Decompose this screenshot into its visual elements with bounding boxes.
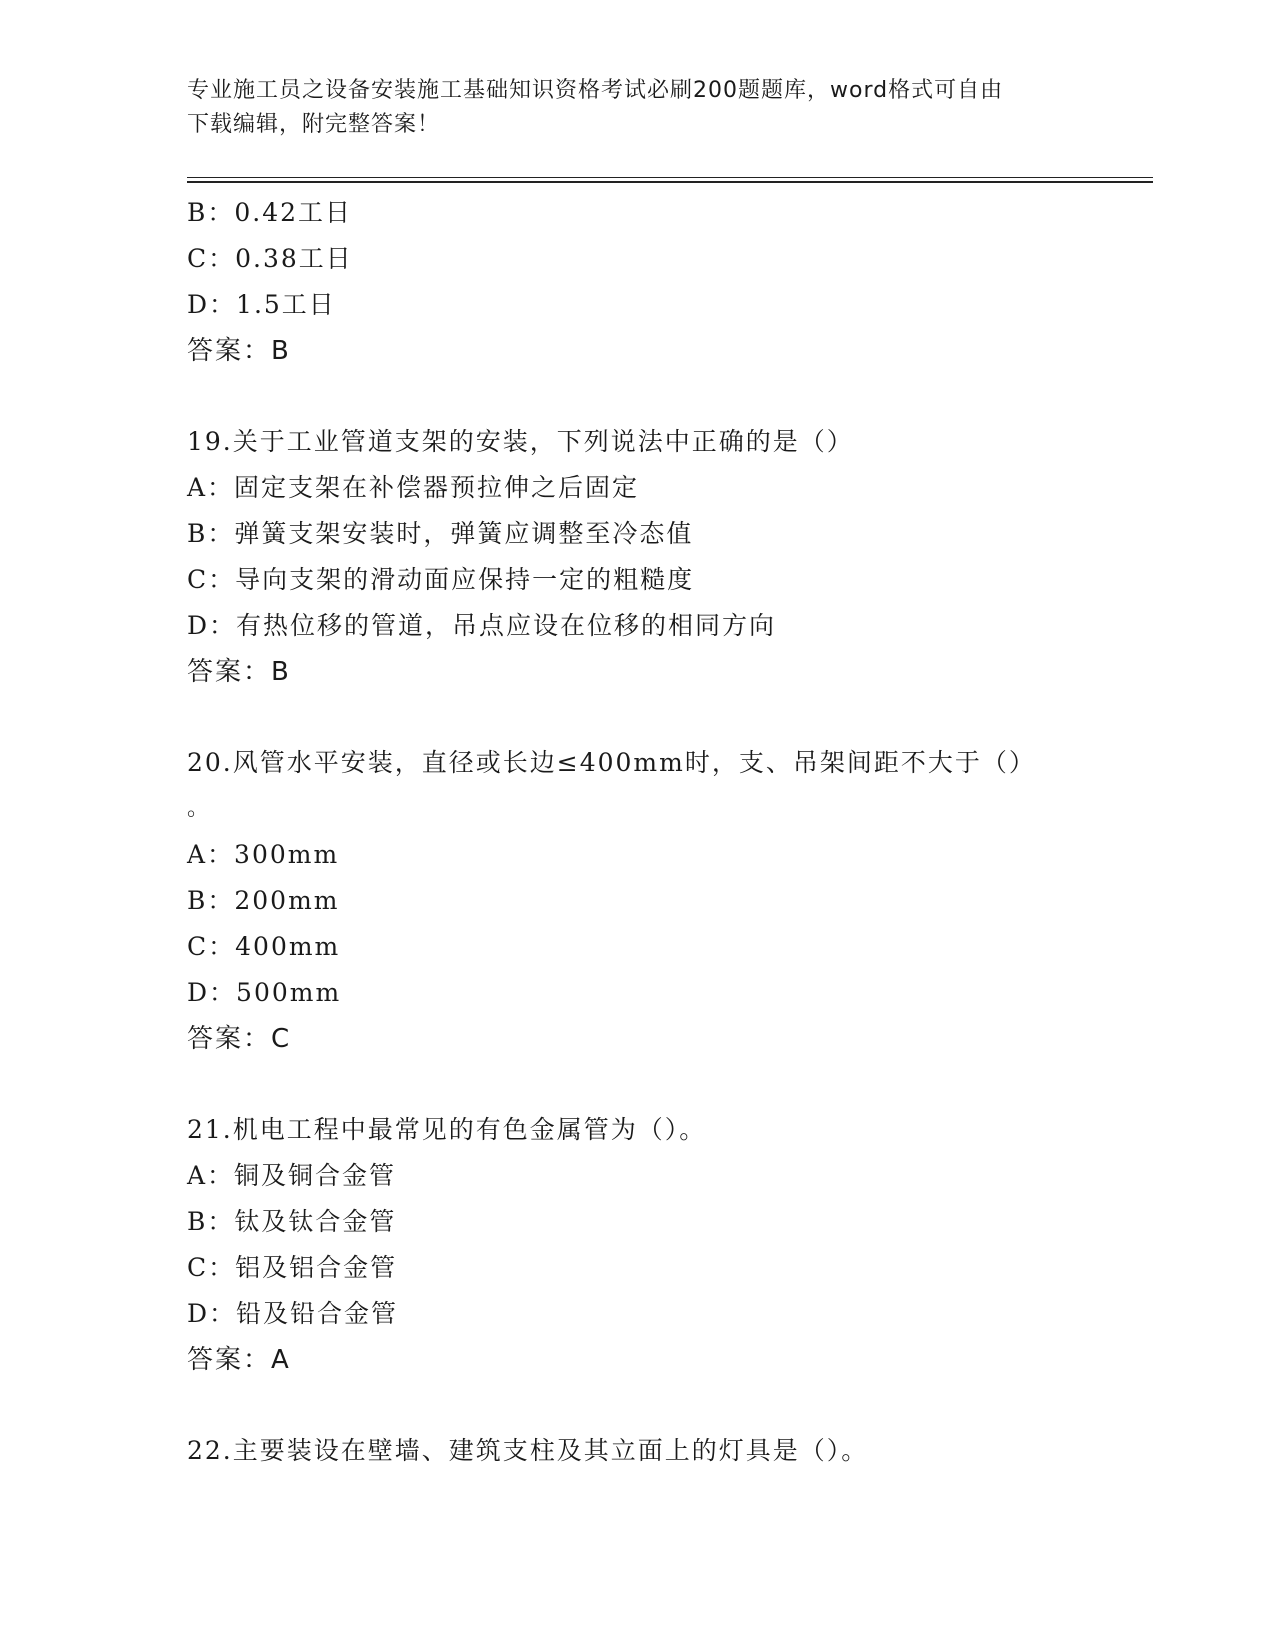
- question-stem: 19.关于工业管道支架的安装，下列说法中正确的是（）: [187, 427, 854, 456]
- header-title-line-2: 下载编辑，附完整答案！: [187, 112, 441, 137]
- question-22: [187, 1428, 1067, 1474]
- question-21: [187, 1107, 1067, 1383]
- header-title-line-1: 专业施工员之设备安装施工基础知识资格考试必刷200题题库，word格式可自由: [187, 78, 1004, 103]
- option-a: A：铜及铜合金管: [187, 1161, 397, 1190]
- option-d: D：铅及铅合金管: [187, 1299, 399, 1328]
- option-b: B：200mm: [187, 886, 340, 915]
- spacer: [187, 374, 1067, 419]
- question-20: [187, 740, 1067, 1062]
- option-a: A：固定支架在补偿器预拉伸之后固定: [187, 473, 640, 502]
- option-a: A：300mm: [187, 840, 340, 869]
- question-18: [187, 190, 1067, 374]
- document-header: [187, 74, 1087, 142]
- question-19: [187, 419, 1067, 695]
- header-divider-thick: [187, 181, 1153, 183]
- question-stem: 22.主要装设在壁墙、建筑支柱及其立面上的灯具是（）。: [187, 1436, 869, 1465]
- spacer: [187, 1062, 1067, 1107]
- option-c: C：400mm: [187, 932, 341, 961]
- answer: 答案：B: [187, 657, 291, 687]
- option-c: C：0.38工日: [187, 244, 353, 273]
- question-stem: 20.风管水平安装，直径或长边≤400mm时，支、吊架间距不大于（）: [187, 748, 1036, 777]
- option-c: C：铝及铝合金管: [187, 1253, 398, 1282]
- answer: 答案：B: [187, 336, 291, 366]
- option-b: B：弹簧支架安装时，弹簧应调整至冷态值: [187, 519, 694, 548]
- option-d: D：500mm: [187, 978, 342, 1007]
- answer: 答案：C: [187, 1024, 292, 1054]
- option-d: D：有热位移的管道，吊点应设在位移的相同方向: [187, 611, 777, 640]
- header-divider-thin: [187, 177, 1153, 178]
- question-stem: 21.机电工程中最常见的有色金属管为（）。: [187, 1115, 707, 1144]
- question-stem-continuation: 。: [187, 796, 212, 821]
- answer: 答案：A: [187, 1345, 291, 1375]
- spacer: [187, 695, 1067, 740]
- option-c: C：导向支架的滑动面应保持一定的粗糙度: [187, 565, 695, 594]
- spacer: [187, 1383, 1067, 1428]
- question-list: [187, 190, 1067, 1474]
- option-b: B：钛及钛合金管: [187, 1207, 397, 1236]
- option-d: D：1.5工日: [187, 290, 336, 319]
- option-b: B：0.42工日: [187, 198, 353, 227]
